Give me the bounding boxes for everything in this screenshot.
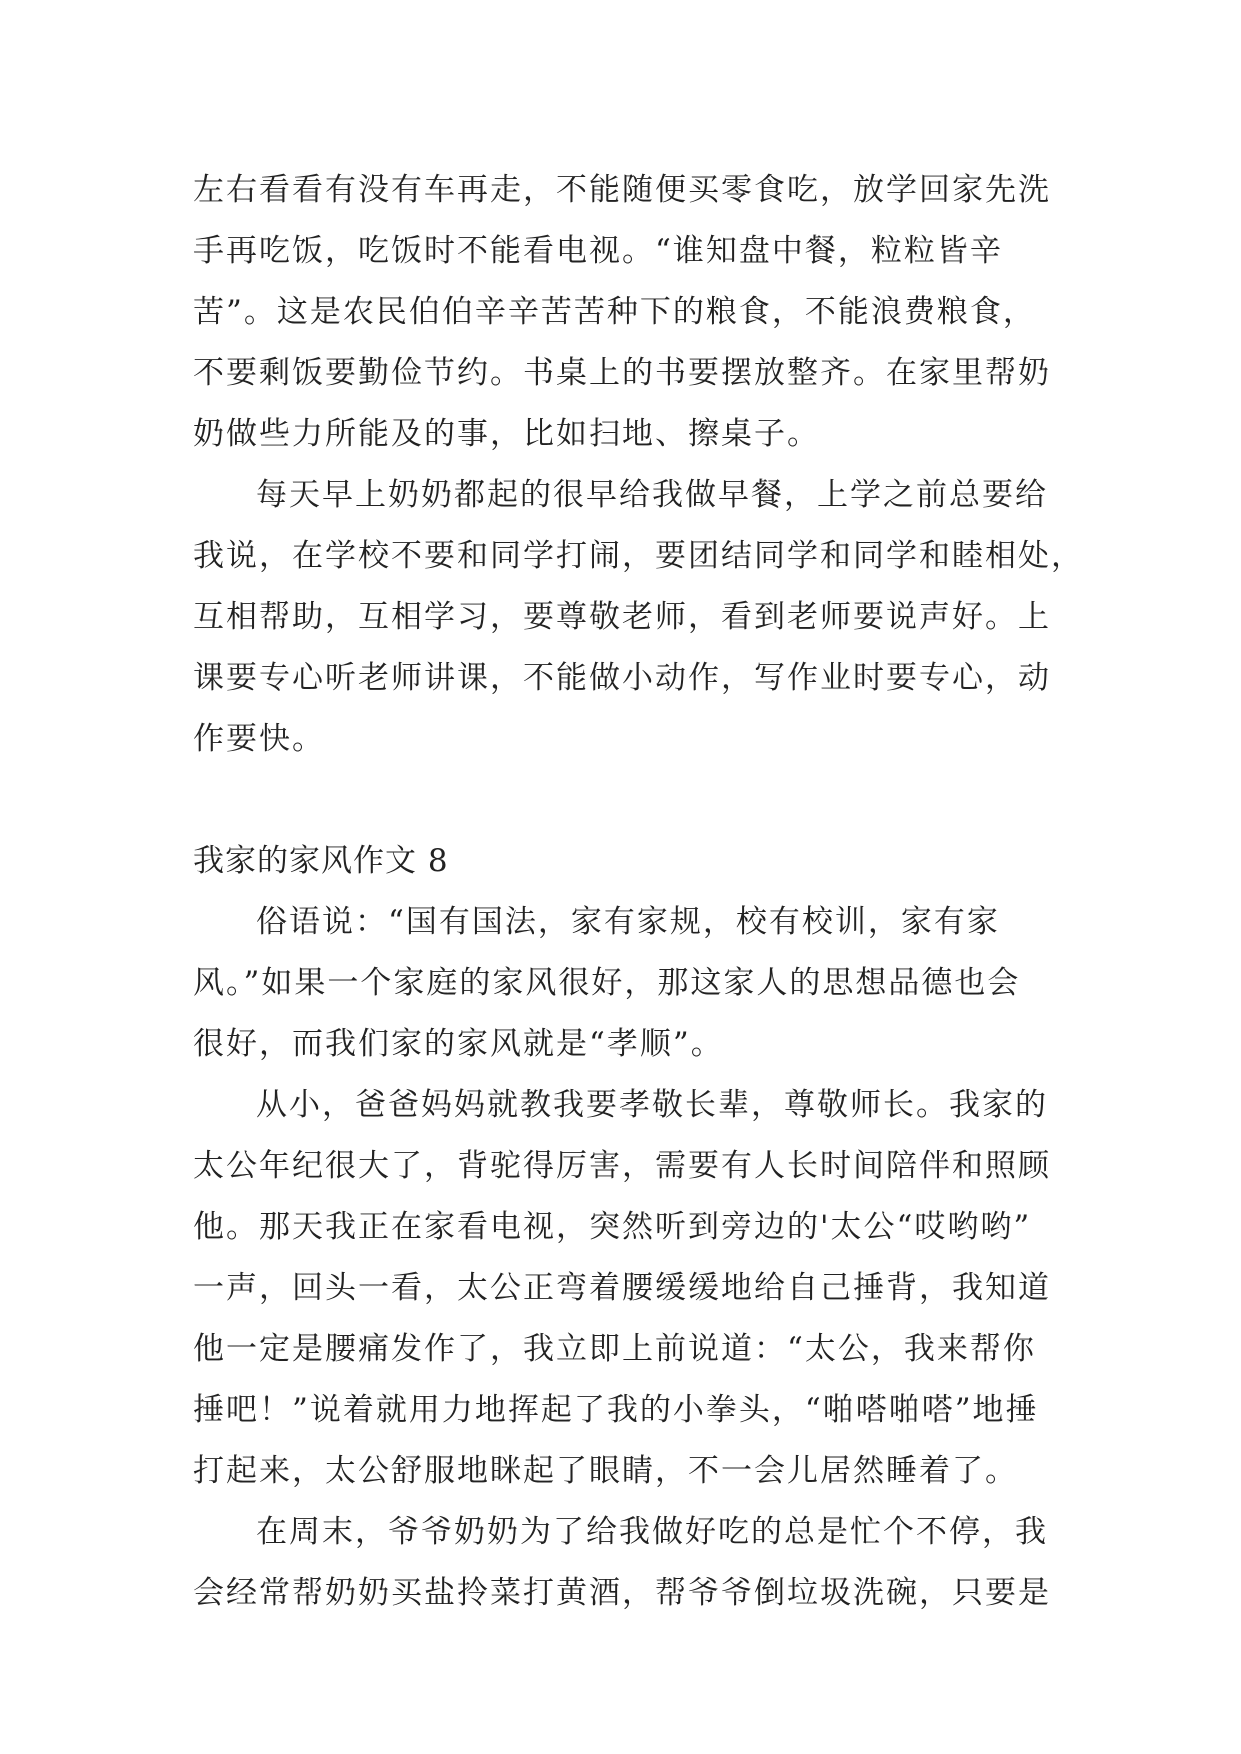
text-line: 他。那天我正在家看电视，突然听到旁边的'太公“哎哟哟” [193,1209,1032,1245]
text-line: 互相帮助，互相学习，要尊敬老师，看到老师要说声好。上 [193,599,1051,635]
text-line: 从小，爸爸妈妈就教我要孝敬长辈，尊敬师长。我家的 [256,1087,1048,1123]
text-line: 不要剩饭要勤俭节约。书桌上的书要摆放整齐。在家里帮奶 [193,355,1051,391]
text-line: 课要专心听老师讲课，不能做小动作，写作业时要专心，动 [193,660,1051,696]
text-line: 打起来，太公舒服地眯起了眼睛，不一会儿居然睡着了。 [193,1453,1018,1489]
text-line: 风。”如果一个家庭的家风很好，那这家人的思想品德也会 [193,965,1021,1001]
text-line: 苦”。这是农民伯伯辛辛苦苦种下的粮食，不能浪费粮食， [193,294,1036,330]
text-line: 会经常帮奶奶买盐拎菜打黄酒，帮爷爷倒垃圾洗碗，只要是 [193,1575,1051,1611]
paragraph [193,892,1049,1075]
document-page [193,160,1084,1624]
text-line: 很好，而我们家的家风就是“孝顺”。 [193,1026,724,1062]
paragraph [193,465,1084,770]
text-line: 太公年纪很大了，背驼得厉害，需要有人长时间陪伴和照顾 [193,1148,1051,1184]
text-line: 奶做些力所能及的事，比如扫地、擦桌子。 [193,416,820,452]
text-line: 在周末，爷爷奶奶为了给我做好吃的总是忙个不停，我 [256,1514,1048,1550]
section-title: 我家的家风作文 8 [193,843,449,879]
text-line: 一声，回头一看，太公正弯着腰缓缓地给自己捶背，我知道 [193,1270,1051,1306]
text-line: 我说，在学校不要和同学打闹，要团结同学和同学和睦相处， [193,538,1084,574]
paragraph [193,1075,1049,1502]
text-line: 左右看看有没有车再走，不能随便买零食吃，放学回家先洗 [193,172,1051,208]
section-spacer [193,770,1049,831]
text-line: 俗语说：“国有国法，家有家规，校有校训，家有家 [256,904,1000,940]
text-line: 他一定是腰痛发作了，我立即上前说道：“太公，我来帮你 [193,1331,1036,1367]
text-line: 每天早上奶奶都起的很早给我做早餐，上学之前总要给 [256,477,1048,513]
paragraph [193,1502,1049,1624]
text-line: 作要快。 [193,721,325,757]
text-line: 手再吃饭，吃饭时不能看电视。“谁知盘中餐，粒粒皆辛 [193,233,1003,269]
text-line: 捶吧！”说着就用力地挥起了我的小拳头，“啪嗒啪嗒”地捶 [193,1392,1039,1428]
paragraph [193,160,1049,465]
